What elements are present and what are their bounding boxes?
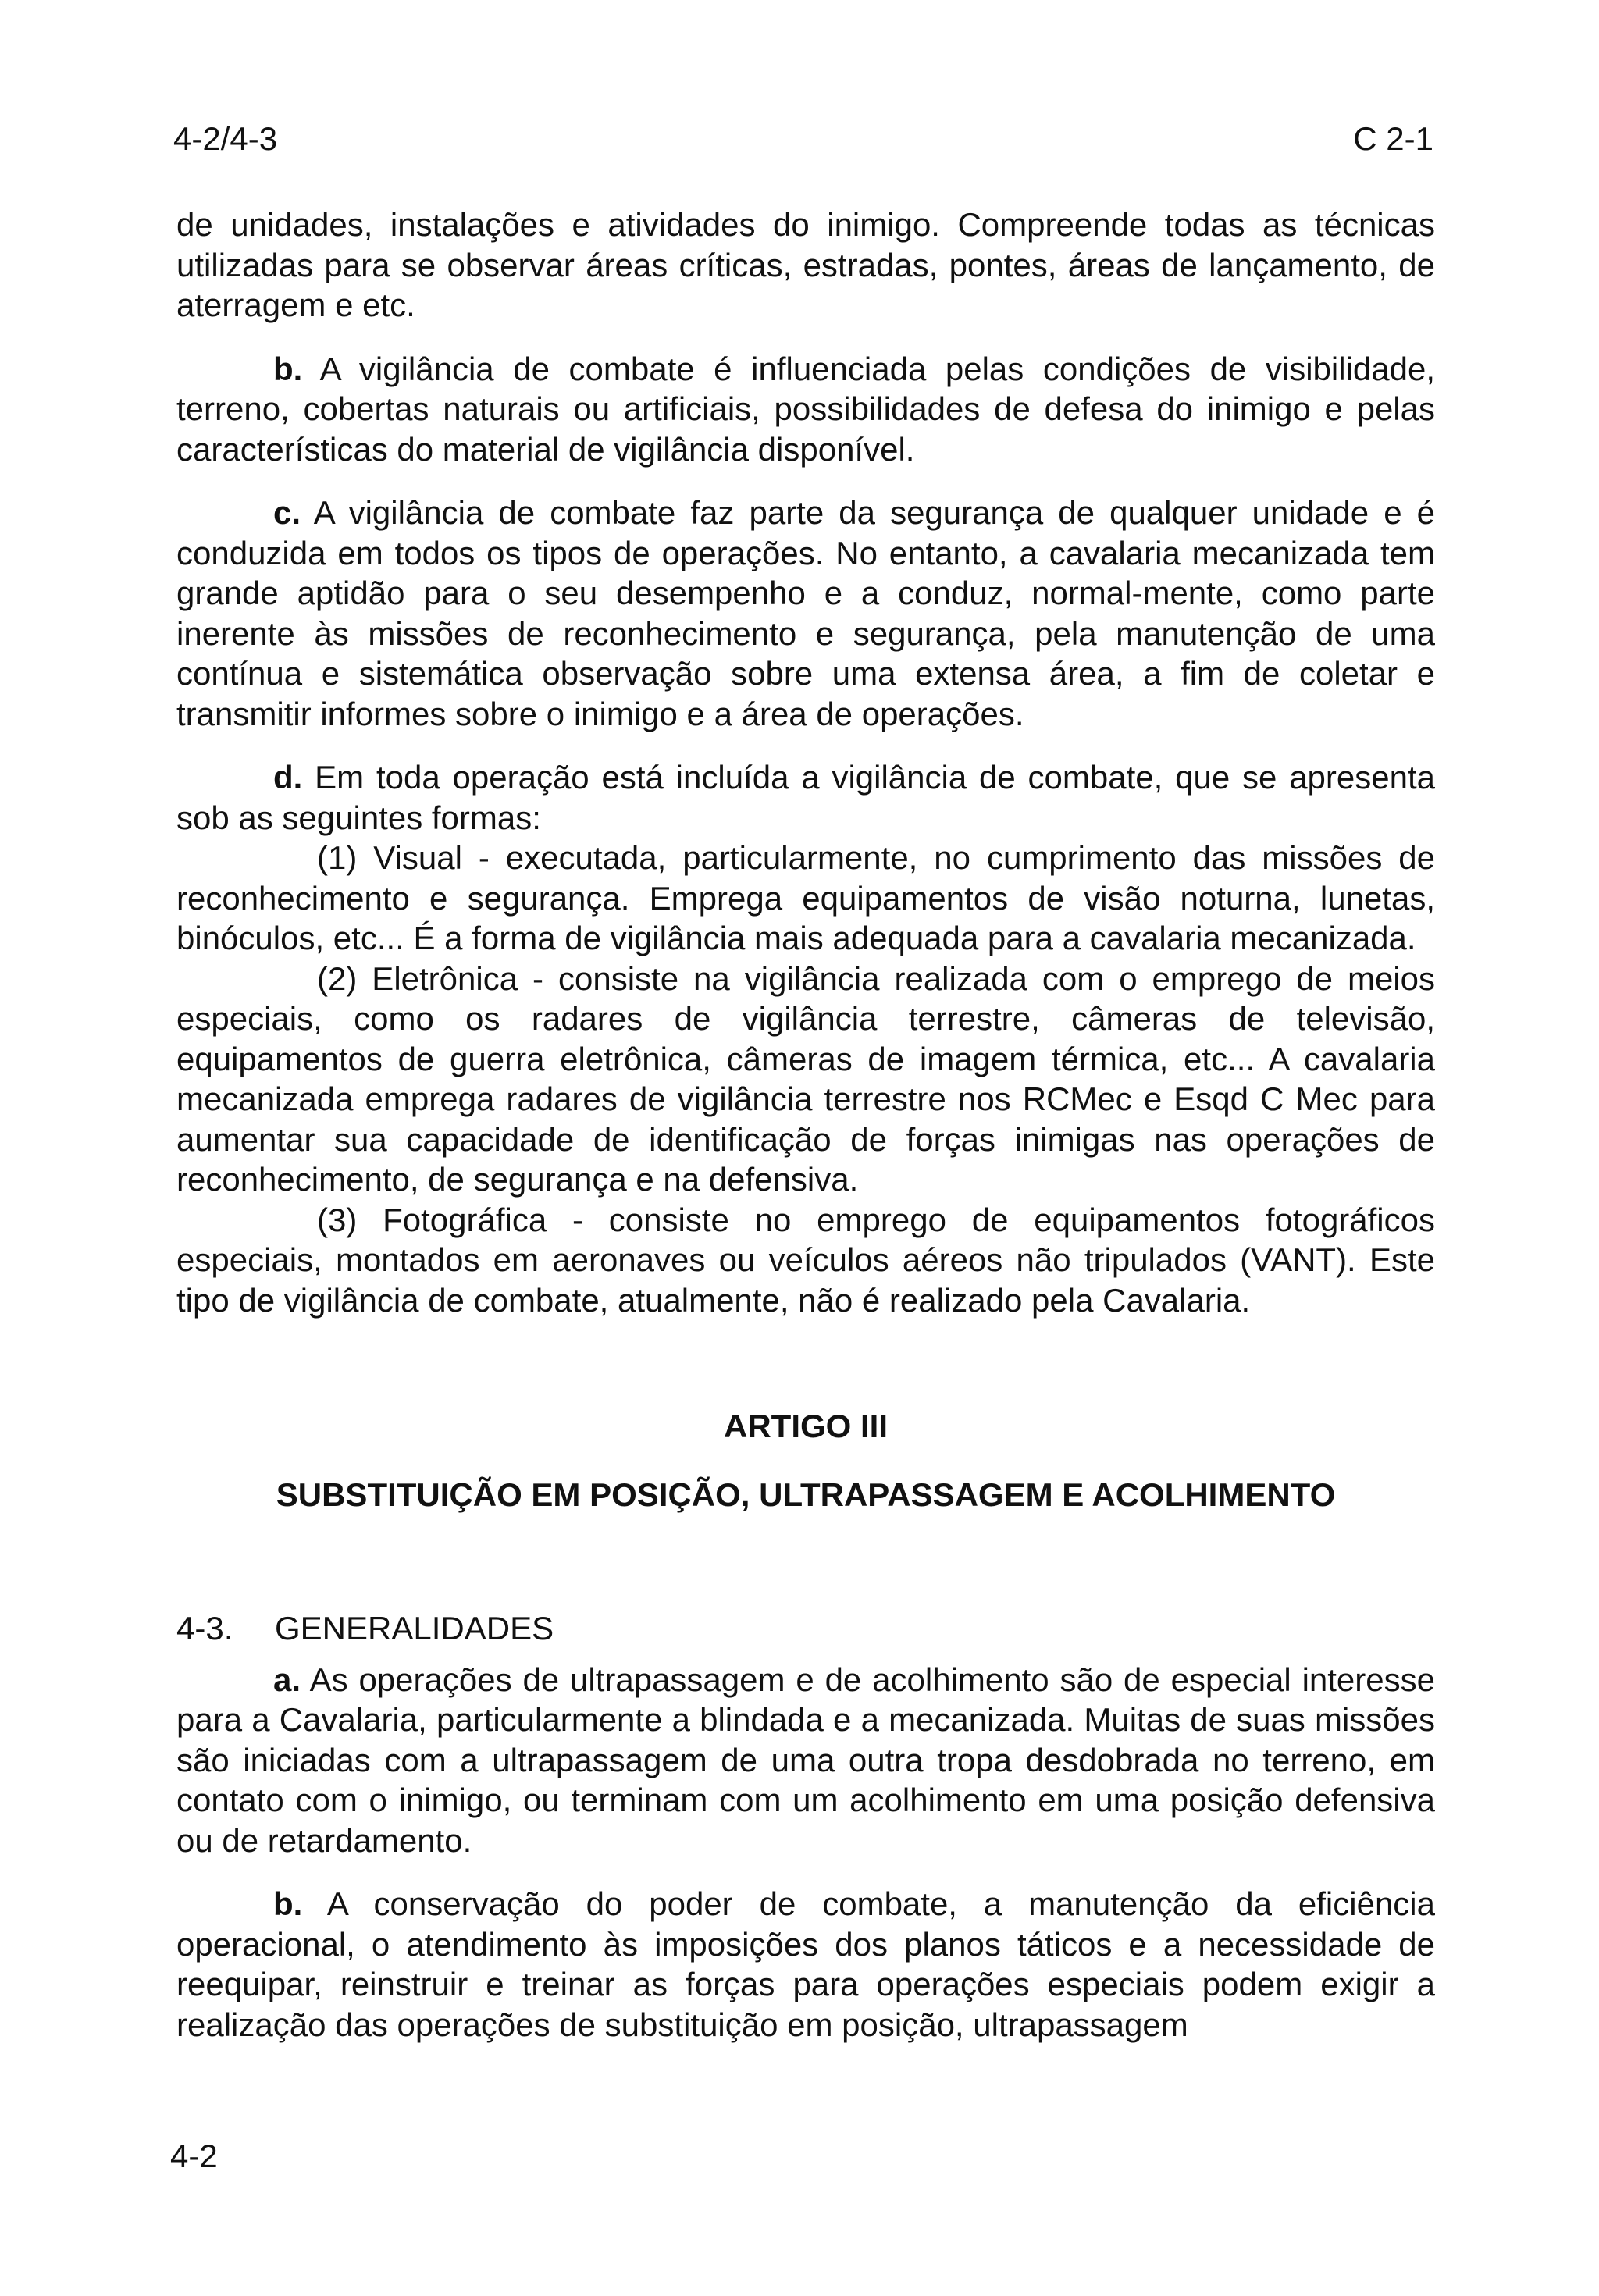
artigo-title: SUBSTITUIÇÃO EM POSIÇÃO, ULTRAPASSAGEM E ACOLHIMENTO — [276, 1475, 1336, 1513]
section-paragraph-b-text: A conservação do poder de combate, a manutenção da eficiência operacional, o atendimento às imposições dos planos táticos e a necessidade de reequipar, reinstruir e treinar as forças para operações especiais podem exigir a realização das operações de substituição em posição, ultrapassagem — [176, 1885, 1435, 2043]
paragraph-d3-fotografica: (3) Fotográfica - consiste no emprego de equipamentos fotográficos especiais, montados em aeronaves ou veículos aéreos não tripulados (VANT). Este tipo de vigilância de combate, atualmente, não é realizado pela Cavalaria. — [176, 1201, 1435, 1319]
page-body — [176, 205, 1435, 2045]
header-manual-code: C 2-1 — [1353, 120, 1433, 157]
section-paragraph-b-letter: b. — [273, 1885, 303, 1922]
paragraph-b-letter: b. — [273, 350, 303, 387]
paragraph-b — [176, 349, 1435, 470]
section-number: 4-3. — [176, 1610, 233, 1646]
paragraph-c — [176, 493, 1435, 734]
paragraph-c-letter: c. — [273, 494, 301, 531]
paragraph-continuation: de unidades, instalações e atividades do inimigo. Compreende todas as técnicas utilizadas para se observar áreas críticas, estradas, pontes, áreas de lançamento, de aterragem e etc. — [176, 206, 1435, 323]
paragraph-d2-eletronica: (2) Eletrônica - consiste na vigilância realizada com o emprego de meios especiais, como os radares de vigilância terrestre, câmeras de televisão, equipamentos de guerra eletrônica, câmeras de imagem térmica, etc... A cavalaria mecanizada emprega radares de vigilância terrestre nos RCMec e Esqd C Mec para aumentar sua capacidade de identificação de forças inimigas nas operações de reconhecimento, de segurança e na defensiva. — [176, 959, 1435, 1198]
section-paragraph-a-text: As operações de ultrapassagem e de acolhimento são de especial interesse para a Cavalaria, particularmente a blindada e a mecanizada. Muitas de suas missões são iniciadas com a ultrapassagem de uma outra tropa desdobrada no terreno, em contato com o inimigo, ou terminam com um acolhimento em uma posição defensiva ou de retardamento. — [176, 1661, 1435, 1859]
section-paragraph-a — [176, 1660, 1435, 1861]
paragraph-c-text: A vigilância de combate faz parte da segurança de qualquer unidade e é conduzida em todos os tipos de operações. No entanto, a cavalaria mecanizada tem grande aptidão para o seu desempenho e a conduz, normal-mente, como parte inerente às missões de reconhecimento e segurança, pela manutenção de uma contínua e sistemática observação sobre uma extensa área, a fim de coletar e transmitir informes sobre o inimigo e a área de operações. — [176, 494, 1435, 732]
paragraph-b-text: A vigilância de combate é influenciada pelas condições de visibilidade, terreno, cobertas naturais ou artificiais, possibilidades de defesa do inimigo e pelas características do material de vigilância disponível. — [176, 350, 1435, 468]
paragraph-d — [176, 757, 1435, 838]
section-paragraph-a-letter: a. — [273, 1661, 301, 1698]
page-number: 4-2 — [170, 2138, 218, 2174]
section-paragraph-b — [176, 1884, 1435, 2045]
paragraph-d-text: Em toda operação está incluída a vigilância de combate, que se apresenta sob as seguintes formas: — [176, 759, 1435, 836]
paragraph-d-letter: d. — [273, 759, 303, 796]
artigo-label: ARTIGO III — [724, 1408, 888, 1444]
section-title: GENERALIDADES — [275, 1610, 554, 1646]
header-section-range: 4-2/4-3 — [173, 120, 278, 157]
section-heading — [176, 1608, 1435, 1649]
paragraph-d1-visual: (1) Visual - executada, particularmente, no cumprimento das missões de reconhecimento e segurança. Emprega equipamentos de visão noturna, lunetas, binóculos, etc... É a forma de vigilância mais adequada para a cavalaria mecanizada. — [176, 839, 1435, 956]
